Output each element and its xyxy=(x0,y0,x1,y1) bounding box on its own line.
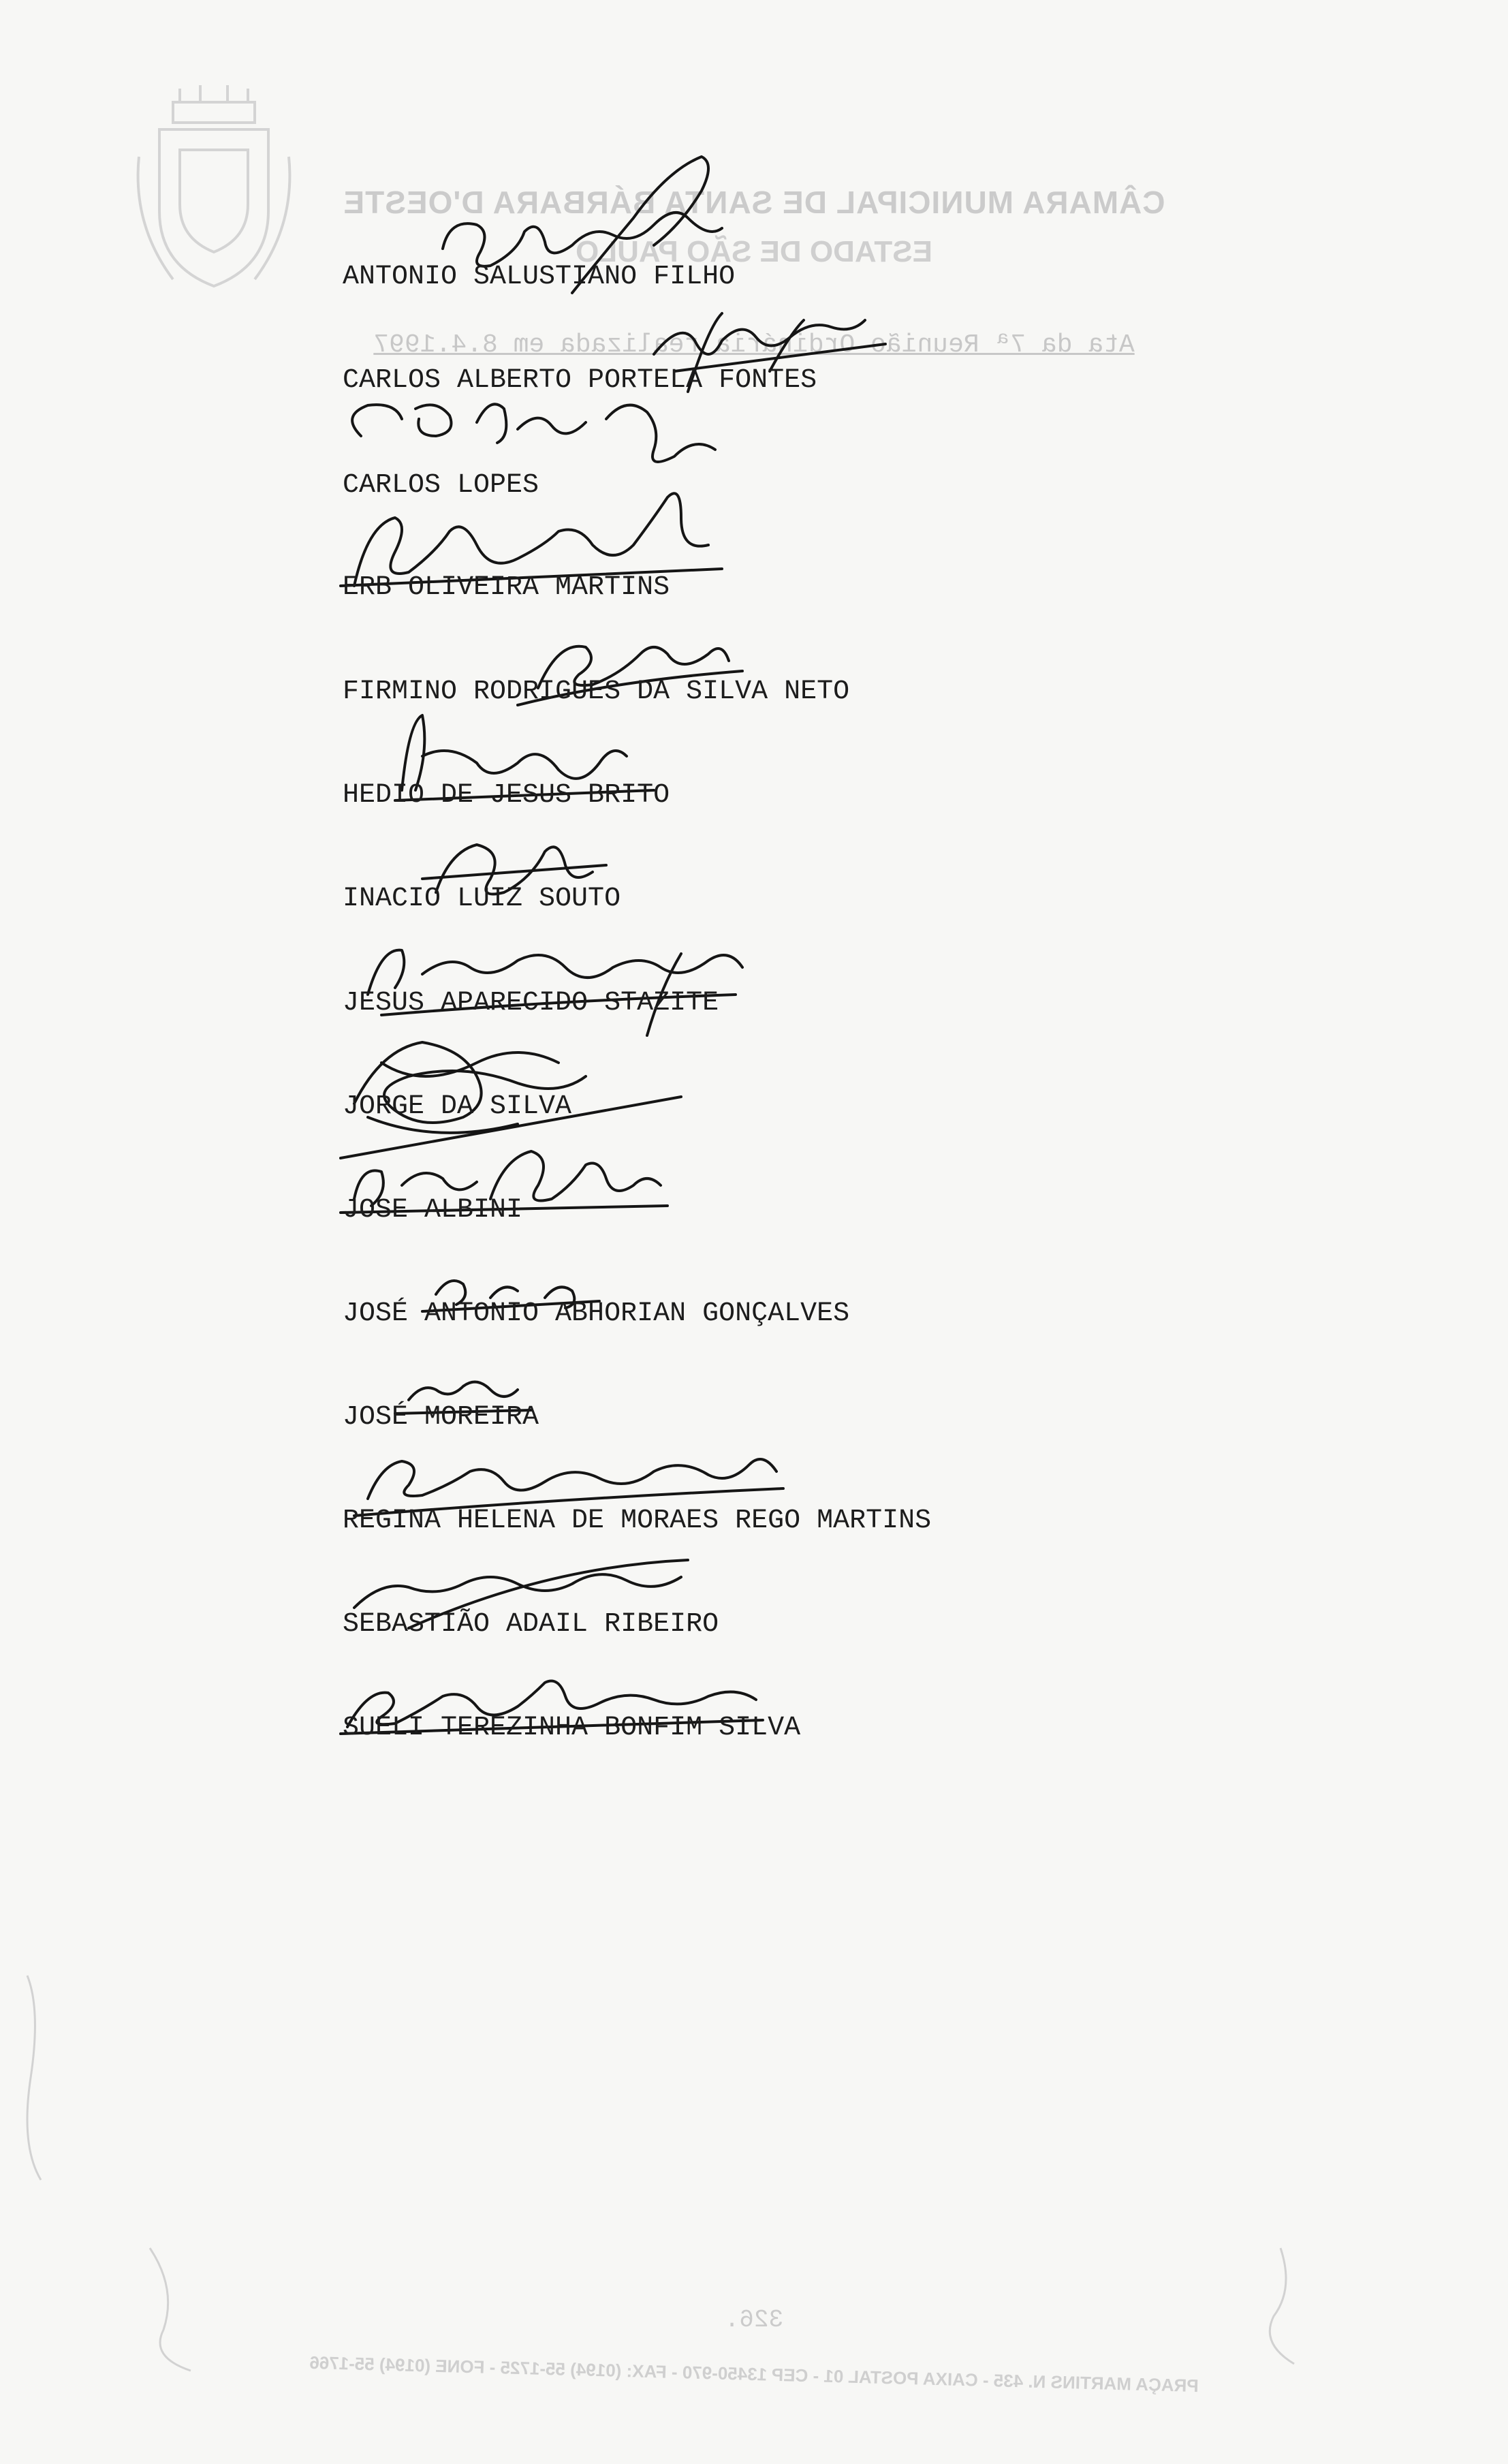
signatory-name: JOSÉ ANTONIO ABHORIAN GONÇALVES xyxy=(343,1298,850,1329)
signatory-name: CARLOS ALBERTO PORTELA FONTES xyxy=(343,365,817,396)
signatory-name: SEBASTIÃO ADAIL RIBEIRO xyxy=(343,1609,719,1640)
signatory-name: JORGE DA SILVA xyxy=(343,1091,572,1122)
signatory-name: JESUS APARECIDO STAZITE xyxy=(343,988,719,1018)
signatory-name: ANTONIO SALUSTIANO FILHO xyxy=(343,262,736,292)
signatory-name: INACIO LUIZ SOUTO xyxy=(343,884,621,914)
ghost-footer: PRAÇA MARTINS N. 435 - CAIXA POSTAL 01 - CEP 13450-970 - FAX: (0194) 55-1725 - FONE (0194) 55-1766 xyxy=(309,2352,1199,2397)
signatory-name: CARLOS LOPES xyxy=(343,470,539,501)
signatory-name: ERB OLIVEIRA MARTINS xyxy=(343,572,670,603)
ghost-header: CÂMARA MUNICIPAL DE SANTA BÁRBARA D'OESTE xyxy=(343,185,1165,220)
ghost-ata-title: Ata da 7ª Reunião Ordinária realizada em 8.4.1997 xyxy=(373,330,1135,360)
signatory-name: HEDIO DE JESUS BRITO xyxy=(343,780,670,811)
signatory-name: JOSE ALBINI xyxy=(343,1195,523,1226)
signatory-name: JOSÉ MOREIRA xyxy=(343,1402,539,1433)
ghost-subheader: ESTADO DE SÃO PAULO xyxy=(576,235,932,268)
ghost-page-number: 326. xyxy=(724,2306,784,2334)
signatory-name: FIRMINO RODRIGUES DA SILVA NETO xyxy=(343,676,850,707)
signatory-name: SUELI TEREZINHA BONFIM SILVA xyxy=(343,1713,801,1743)
signatory-name: REGINA HELENA DE MORAES REGO MARTINS xyxy=(343,1506,932,1536)
